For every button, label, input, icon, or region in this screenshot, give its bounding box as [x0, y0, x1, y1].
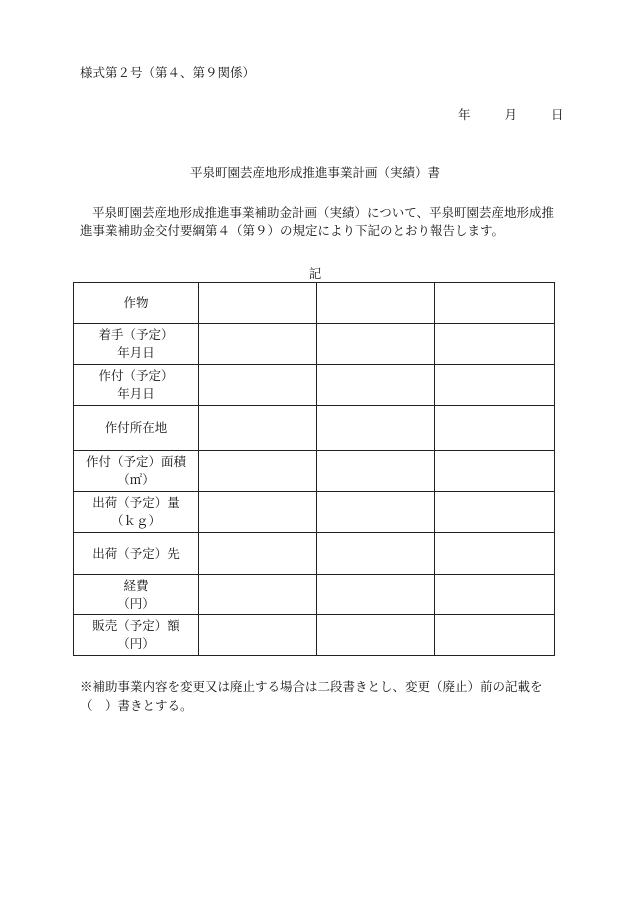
row-label-shipment-destination [74, 533, 199, 575]
entry-cell[interactable] [435, 406, 555, 451]
table-row-cost [74, 575, 555, 615]
entry-cell[interactable] [435, 492, 555, 533]
entry-cell[interactable] [317, 324, 435, 365]
entry-cell[interactable] [317, 533, 435, 575]
row-label-line2: （ｋｇ） [110, 513, 161, 528]
row-label-crop [74, 283, 199, 324]
row-label-start-date [74, 324, 199, 365]
entry-cell[interactable] [317, 406, 435, 451]
row-label-planting-date [74, 365, 199, 406]
row-label-line2: （円） [117, 595, 155, 611]
entry-cell[interactable] [435, 283, 555, 324]
row-label-line1: 作付（予定） [98, 368, 174, 383]
report-table [73, 282, 555, 656]
row-label-line2: 年月日 [117, 345, 155, 360]
entry-cell[interactable] [317, 283, 435, 324]
date-year-label: 年 [458, 107, 471, 122]
entry-cell[interactable] [435, 575, 555, 615]
table-row-sales-amount [74, 615, 555, 656]
entry-cell[interactable] [435, 365, 555, 406]
entry-cell[interactable] [199, 406, 317, 451]
row-label-location [74, 406, 199, 451]
body-paragraph-text: 平泉町園芸産地形成推進事業補助金計画（実績）について、平泉町園芸産地形成推進事業補助金交付要綱第４（第９）の規定により下記のとおり報告します。 [80, 205, 555, 238]
row-label-shipment-volume [74, 492, 199, 533]
row-label-line1: 着手（予定） [98, 327, 174, 342]
date-day-label: 日 [551, 107, 564, 122]
table-row-location [74, 406, 555, 451]
row-label-cost [74, 575, 199, 615]
table-row-start-date [74, 324, 555, 365]
entry-cell[interactable] [199, 575, 317, 615]
row-label-line1: 経費 [123, 577, 149, 593]
table-row-area [74, 451, 555, 492]
document-title: 平泉町園芸産地形成推進事業計画（実績）書 [189, 165, 440, 180]
row-label-line2: 年月日 [117, 386, 155, 401]
entry-cell[interactable] [199, 324, 317, 365]
table-row-shipment-destination [74, 533, 555, 575]
row-label-line1: 販売（予定）額 [92, 618, 180, 633]
entry-cell[interactable] [435, 533, 555, 575]
row-label-area [74, 451, 199, 492]
entry-cell[interactable] [317, 575, 435, 615]
entry-cell[interactable] [317, 451, 435, 492]
footnote: ※補助事業内容を変更又は廃止する場合は二段書きとし、変更（廃止）前の記載を（ ）書きとする。 [80, 679, 543, 713]
row-label-sales-amount [74, 615, 199, 656]
table-row-shipment-volume [74, 492, 555, 533]
entry-cell[interactable] [435, 451, 555, 492]
row-label-line1: 作付所在地 [104, 420, 168, 435]
entry-cell[interactable] [199, 615, 317, 656]
table-row-planting-date [74, 365, 555, 406]
entry-cell[interactable] [199, 492, 317, 533]
row-label-line1: 出荷（予定）先 [92, 545, 180, 561]
row-label-line1: 作付（予定）面積 [85, 454, 186, 469]
body-paragraph [80, 204, 560, 240]
form-number: 様式第２号（第４、第９関係） [80, 65, 256, 80]
entry-cell[interactable] [199, 365, 317, 406]
row-label-line2: （㎡） [117, 472, 155, 487]
date-line [458, 105, 564, 123]
entry-cell[interactable] [199, 451, 317, 492]
entry-cell[interactable] [435, 615, 555, 656]
table-row-crop [74, 283, 555, 324]
ki-label: 記 [308, 266, 322, 281]
entry-cell[interactable] [317, 365, 435, 406]
row-label-line2: （円） [117, 636, 155, 651]
entry-cell[interactable] [199, 533, 317, 575]
row-label-line1: 出荷（予定）量 [92, 495, 180, 510]
entry-cell[interactable] [317, 492, 435, 533]
entry-cell[interactable] [317, 615, 435, 656]
entry-cell[interactable] [199, 283, 317, 324]
row-label-line1: 作物 [123, 295, 149, 310]
date-month-label: 月 [504, 107, 518, 122]
entry-cell[interactable] [435, 324, 555, 365]
